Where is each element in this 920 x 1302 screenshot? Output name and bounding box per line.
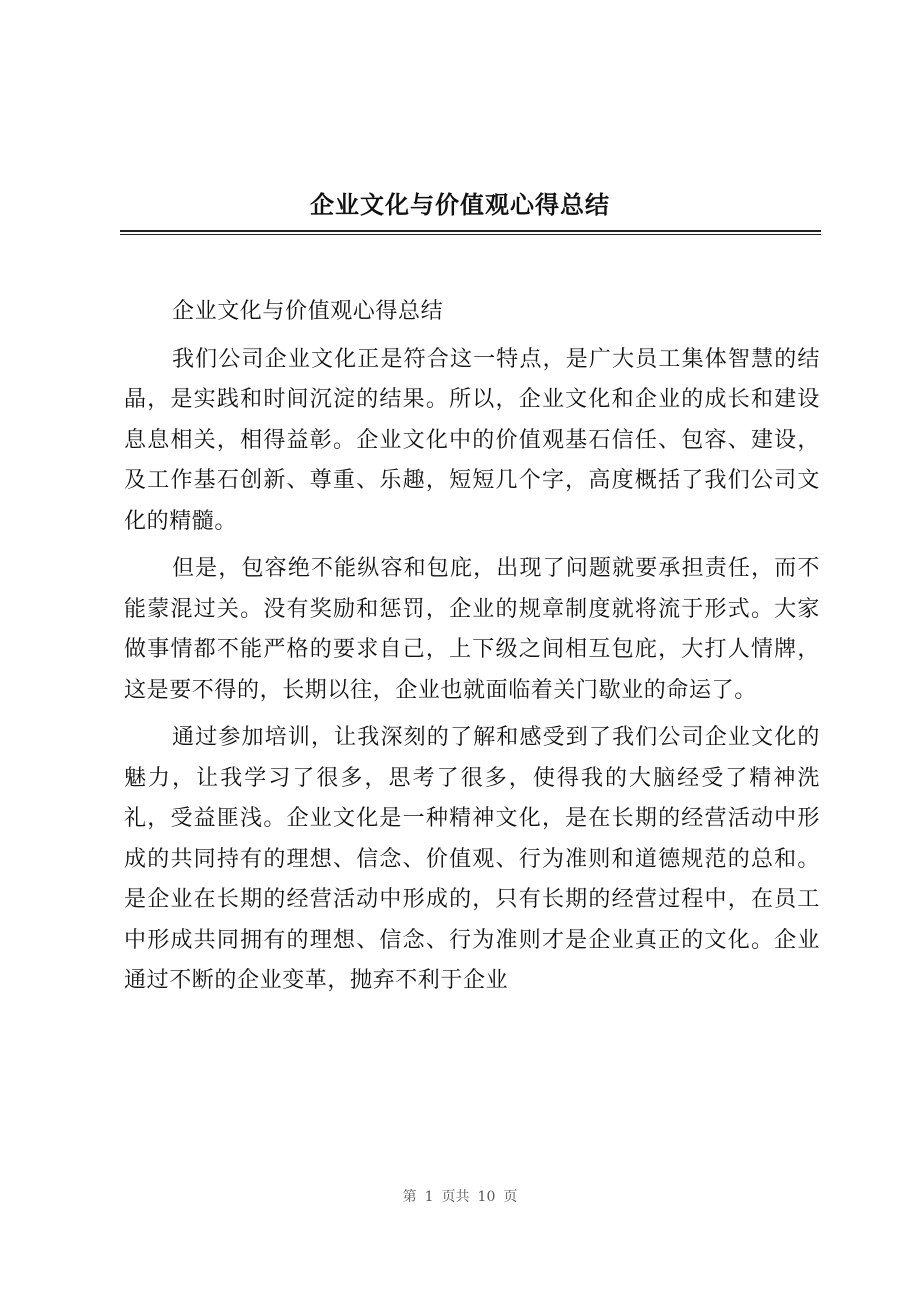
footer-suffix: 页 [503, 1189, 518, 1205]
paragraph: 通过参加培训，让我深刻的了解和感受到了我们公司企业文化的魅力，让我学习了很多，思考了很多，使得我的大脑经受了精神洗礼，受益匪浅。企业文化是一种精神文化，是在长期的经营活动中形成的共同持有的理想、信念、价值观、行为准则和道德规范的总和。是企业在长期的经营活动中形成的，只有长期的经营过程中，在员工中形成共同拥有的理想、信念、行为准则才是企业真正的文化。企业通过不断的企业变革，抛弃不利于企业 [124, 725, 820, 993]
document-title: 企业文化与价值观心得总结 [310, 190, 610, 219]
footer-prefix: 第 [402, 1189, 417, 1205]
footer-middle: 页共 [441, 1189, 470, 1205]
footer-current-page: 1 [424, 1189, 434, 1205]
title-divider-thin [120, 234, 821, 235]
footer-total-pages: 10 [477, 1189, 496, 1205]
document-body [124, 292, 820, 1009]
paragraph: 但是，包容绝不能纵容和包庇，出现了问题就要承担责任，而不能蒙混过关。没有奖励和惩罚，企业的规章制度就将流于形式。大家做事情都不能严格的要求自己，上下级之间相互包庇，大打人情牌，这是要不得的，长期以往，企业也就面临着关门歇业的命运了。 [124, 556, 820, 703]
paragraph-heading: 企业文化与价值观心得总结 [172, 299, 444, 324]
title-divider-thick [120, 230, 821, 232]
paragraph: 我们公司企业文化正是符合这一特点，是广大员工集体智慧的结晶，是实践和时间沉淀的结果。所以，企业文化和企业的成长和建设息息相关，相得益彰。企业文化中的价值观基石信任、包容、建设，及工作基石创新、尊重、乐趣，短短几个字，高度概括了我们公司文化的精髓。 [124, 346, 820, 534]
page-footer [0, 1186, 920, 1208]
